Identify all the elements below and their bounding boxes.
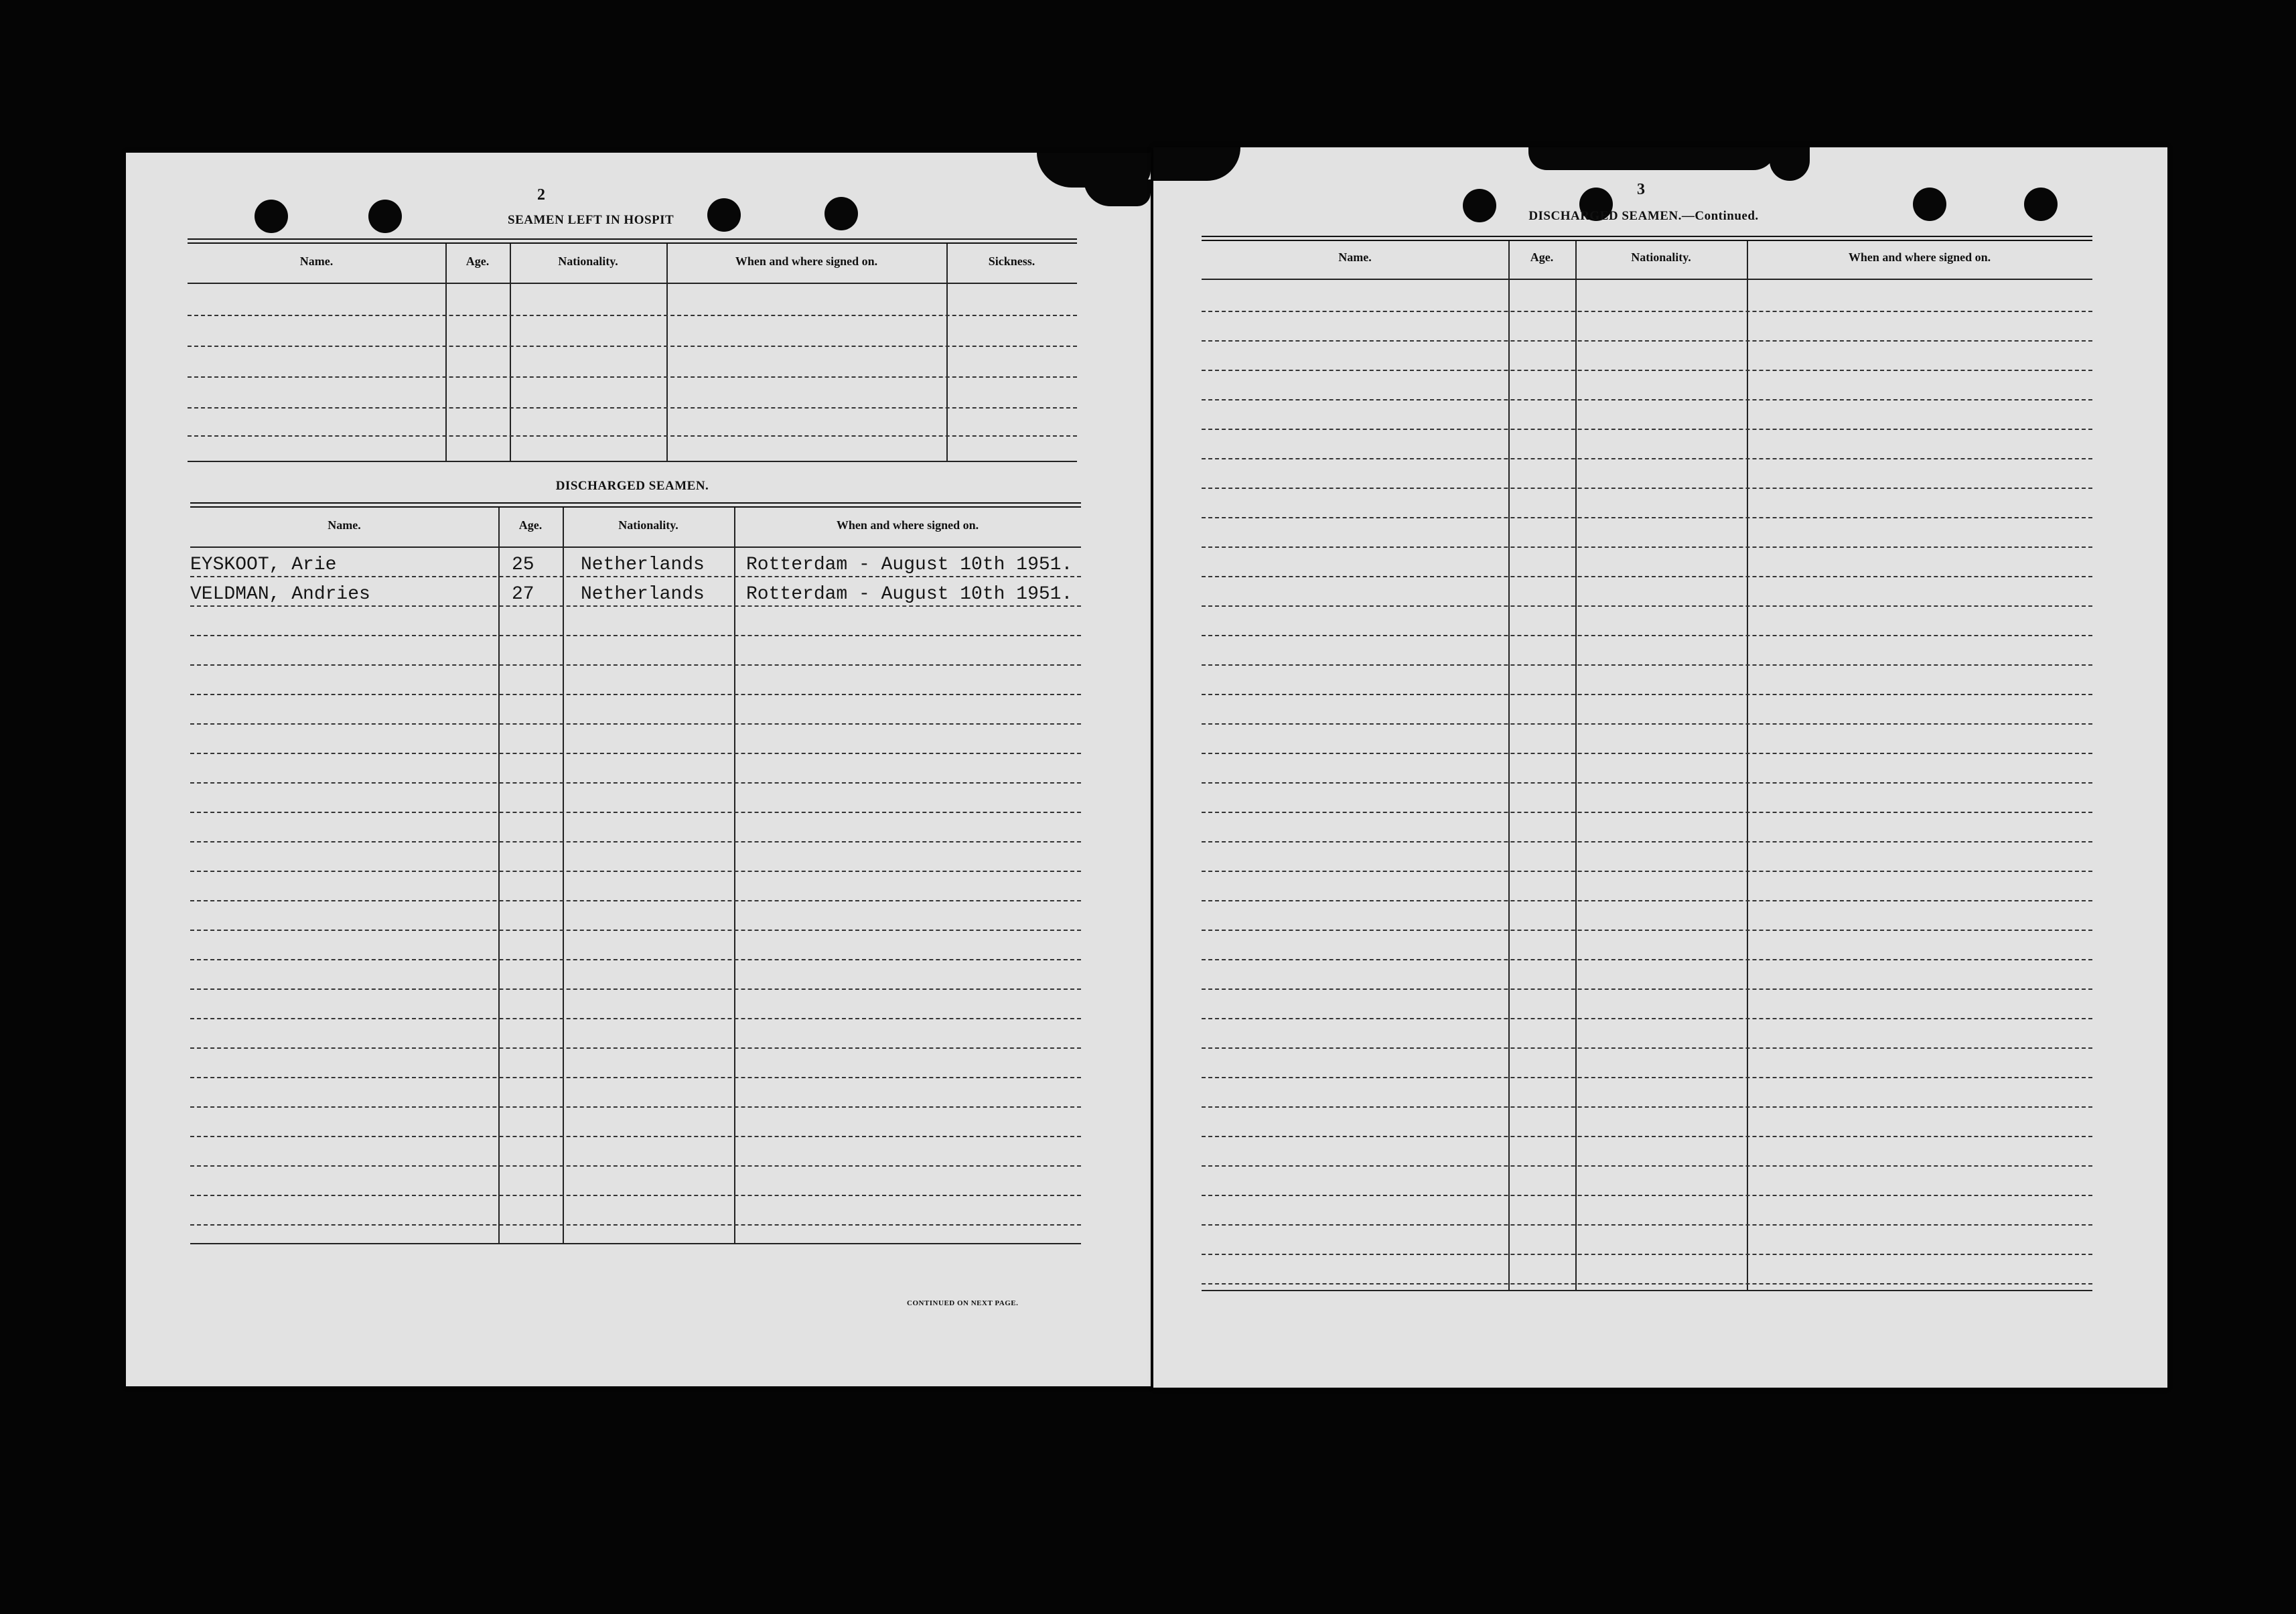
form-row-line (1202, 429, 2092, 430)
seaman-name: VELDMAN, Andries (190, 584, 370, 605)
column-header: Nationality. (618, 518, 678, 532)
column-header: Nationality. (1631, 250, 1691, 264)
form-row-line (1202, 988, 2092, 990)
form-row-line (190, 1047, 1081, 1049)
seaman-age: 27 (512, 584, 534, 605)
column-header: Age. (465, 254, 490, 268)
punch-hole (1463, 189, 1496, 222)
form-row-line (190, 841, 1081, 842)
right-page (1153, 147, 2167, 1388)
form-row-line (190, 812, 1081, 813)
form-row-line (190, 1077, 1081, 1078)
form-row-line (190, 1018, 1081, 1019)
form-row-line (190, 635, 1081, 636)
punch-hole (368, 200, 402, 233)
punch-hole (2024, 188, 2058, 221)
seaman-age: 25 (512, 555, 534, 575)
form-row-line (190, 664, 1081, 666)
seaman-signed-on: Rotterdam - August 10th 1951. (746, 555, 1073, 575)
form-row-line (1202, 871, 2092, 872)
form-row-line (190, 1224, 1081, 1226)
page-number: 3 (1637, 181, 1645, 198)
form-row-line (1202, 605, 2092, 607)
seaman-nationality: Netherlands (581, 555, 705, 575)
column-header: When and where signed on. (1848, 250, 1991, 264)
form-row-line (1202, 930, 2092, 931)
column-header: Name. (1338, 250, 1372, 264)
form-row-line (1202, 1195, 2092, 1196)
discharged-continued-table (1202, 236, 2092, 1291)
hospital-table (188, 238, 1077, 463)
form-row-line (1202, 664, 2092, 666)
form-row-line (1202, 546, 2092, 548)
column-header: Name. (299, 254, 334, 268)
form-row-line (1202, 1283, 2092, 1285)
form-row-line (1202, 753, 2092, 754)
form-row-line (190, 1106, 1081, 1108)
form-row-line (190, 723, 1081, 725)
form-row-line (190, 900, 1081, 901)
form-row-line (190, 988, 1081, 990)
left-page (126, 153, 1151, 1386)
discharged-continued-title: DISCHARGED SEAMEN.—Continued. (1528, 209, 1759, 223)
torn-edge (1528, 147, 1776, 170)
form-row-line (190, 576, 1081, 577)
form-row-line (1202, 517, 2092, 518)
form-row-line (1202, 1165, 2092, 1167)
column-header: Name. (328, 518, 361, 532)
column-header: Age. (518, 518, 543, 532)
torn-edge (1084, 179, 1151, 206)
form-row-line (190, 1136, 1081, 1137)
form-row-line (1202, 841, 2092, 842)
column-header: Sickness. (988, 254, 1035, 268)
form-row-line (190, 871, 1081, 872)
form-row-line (1202, 812, 2092, 813)
form-row-line (1202, 694, 2092, 695)
punch-hole (1913, 188, 1946, 221)
torn-edge (1153, 147, 1240, 181)
form-row-line (1202, 1018, 2092, 1019)
form-row-line (190, 605, 1081, 607)
form-row-line (1202, 399, 2092, 400)
form-row-line (190, 1195, 1081, 1196)
seaman-nationality: Netherlands (581, 584, 705, 605)
form-row-line (1202, 1077, 2092, 1078)
form-row-line (190, 930, 1081, 931)
form-row-line (190, 782, 1081, 784)
form-row-line (1202, 488, 2092, 489)
torn-edge (1770, 147, 1810, 181)
form-row-line (1202, 1047, 2092, 1049)
form-row-line (1202, 311, 2092, 312)
form-row-line (190, 694, 1081, 695)
page-number: 2 (537, 186, 545, 204)
form-row-line (190, 959, 1081, 960)
column-header: Age. (1530, 250, 1554, 264)
form-row-line (190, 1165, 1081, 1167)
form-row-line (190, 753, 1081, 754)
column-header: When and where signed on. (836, 518, 979, 532)
continued-note: CONTINUED ON NEXT PAGE. (907, 1299, 1019, 1307)
form-row-line (1202, 1136, 2092, 1137)
seaman-name: EYSKOOT, Arie (190, 555, 337, 575)
form-row-line (1202, 340, 2092, 342)
form-row-line (1202, 458, 2092, 459)
form-row-line (1202, 635, 2092, 636)
form-row-line (1202, 1106, 2092, 1108)
punch-hole (255, 200, 288, 233)
form-row-line (1202, 959, 2092, 960)
discharged-table (190, 502, 1081, 1244)
form-row-line (1202, 723, 2092, 725)
form-row-line (1202, 576, 2092, 577)
punch-hole (824, 197, 858, 230)
hospital-section-title: SEAMEN LEFT IN HOSPIT (508, 213, 674, 227)
form-row-line (1202, 1224, 2092, 1226)
seaman-signed-on: Rotterdam - August 10th 1951. (746, 584, 1073, 605)
form-row-line (1202, 1254, 2092, 1255)
form-row-line (1202, 900, 2092, 901)
form-row-line (1202, 782, 2092, 784)
column-header: When and where signed on. (735, 254, 878, 268)
discharged-section-title: DISCHARGED SEAMEN. (555, 479, 709, 493)
form-row-line (1202, 370, 2092, 371)
column-header: Nationality. (558, 254, 618, 268)
